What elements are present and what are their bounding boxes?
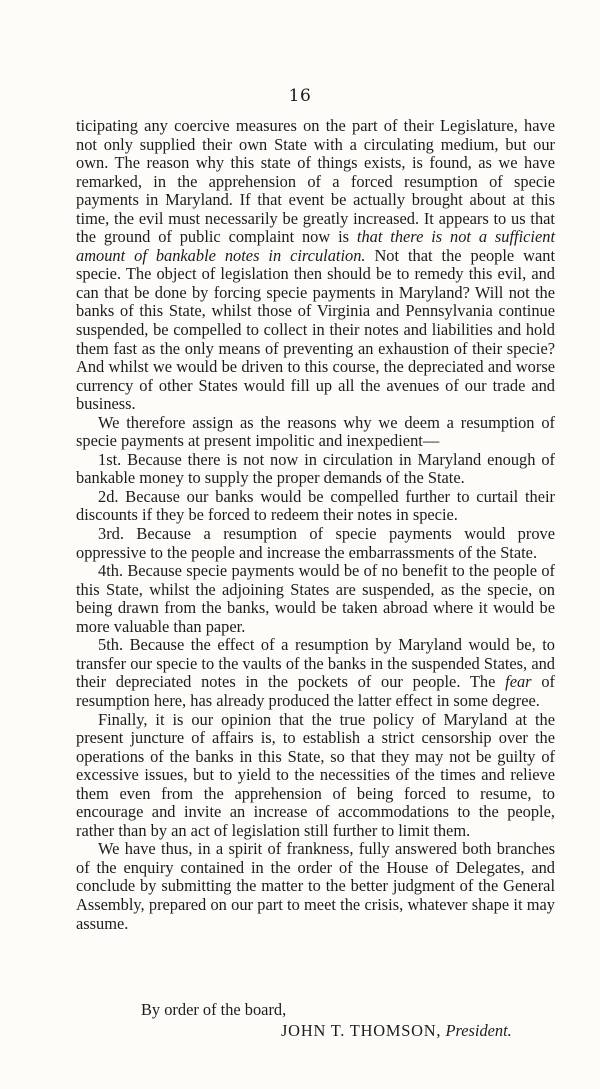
reason-5-part2: of resumption here, has already produced the latter effect in some degree. [76,672,555,710]
opening-text-part2: Not that the people want specie. The object of legislation then should be to remedy this evil, and can that be done by forcing specie payments in Maryland? Will not the banks of this State, whilst those of Virginia and Pennsylvania continue suspended, be compelled to collect in their notes and liabilities and hold them fast as the only means of preventing an exhaustion of their specie? And whilst we would be driven to this course, the depreciated and worse currency of other States would fill up all the avenues of our trade and business. [76,245,555,414]
opening-italic-phrase: that there is not a sufficient amount of bankable notes in circulation. [76,227,555,265]
reason-5-italic: fear [505,672,532,692]
by-order-line: By order of the board, [141,1000,287,1019]
finally-paragraph: Finally, it is our opinion that the true policy of Maryland at the present juncture of affairs is, to establish a strict censorship over the operations of the banks in this State, so that they may not be guilty of excessive issues, but to yield to the necessities of the times and relieve them even from the apprehension of being forced to resume, to encourage and invite an increase of accommodations to the people, rather than by an act of legislation still further to limit them. [76,709,555,840]
body-text [76,117,555,933]
reason-5-part1: 5th. Because the effect of a resumption by Maryland would be, to transfer our specie to the vaults of the banks in the suspended States, and their depreciated notes in the pockets of our people. The [76,635,555,692]
signature-line [281,1021,512,1041]
reason-5 [76,636,555,710]
page-number: 16 [288,86,312,106]
reason-3: 3rd. Because a resumption of specie payments would prove oppressive to the people and increase the embarrassments of the State. [76,524,555,562]
signatory-title: President. [445,1021,512,1040]
opening-paragraph [76,117,555,414]
reason-1: 1st. Because there is not now in circulation in Maryland enough of bankable money to supply the proper demands of the State. [76,449,555,488]
signatory-name: JOHN T. THOMSON, [281,1021,442,1040]
reason-4: 4th. Because specie payments would be of no benefit to the people of this State, whilst the adjoining States are suspended, as the specie, on being drawn from the banks, would be taken abroad where it would be more valuable than paper. [76,561,555,636]
reasons-intro: We therefore assign as the reasons why we deem a resumption of specie payments at present impolitic and inexpedient— [76,412,555,451]
closing-paragraph: We have thus, in a spirit of frankness, fully answered both branches of the enquiry contained in the order of the House of Delegates, and conclude by submitting the matter to the better judgment of the General Assembly, prepared on our part to meet the crisis, whatever shape it may assume. [76,839,555,933]
opening-text-part1: ticipating any coercive measures on the part of their Legislature, have not only supplied their own State with a circulating medium, but our own. The reason why this state of things exists, is found, as we have remarked, in the apprehension of a forced resumption of specie payments in Maryland. If that event be actually brought about at this time, the evil must necessarily be greatly increased. It appears to us that the ground of public complaint now is [76,116,555,247]
reason-2: 2d. Because our banks would be compelled further to curtail their discounts if they be forced to redeem their notes in specie. [76,486,555,525]
